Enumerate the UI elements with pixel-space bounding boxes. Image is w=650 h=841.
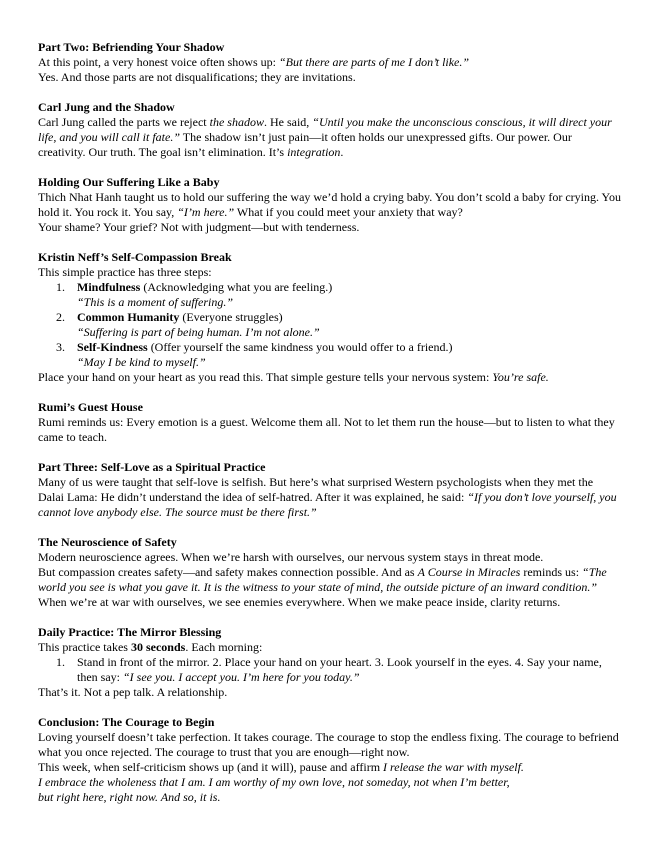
step-title: Common Humanity: [77, 310, 180, 324]
paragraph: [38, 190, 622, 220]
step-quote: “This is a moment of suffering.”: [77, 295, 234, 309]
paragraph: [38, 115, 622, 160]
paragraph: This simple practice has three steps:: [38, 265, 212, 279]
text: The shadow isn’t just pain—it often holds our unexpressed gifts. Our power. Our creativity. Our truth. The goal isn’t elimination. It’s: [38, 130, 572, 159]
paragraph: That’s it. Not a pep talk. A relationship.: [38, 685, 228, 699]
section-part-two: [38, 40, 622, 85]
text: .: [340, 145, 344, 159]
step-title: Self-Kindness: [77, 340, 148, 354]
section-heading: Part Three: Self-Love as a Spiritual Practice: [38, 460, 266, 474]
duration: 30 seconds: [130, 640, 186, 654]
section-neff: [38, 250, 622, 385]
step-desc: (Acknowledging what you are feeling.): [140, 280, 333, 294]
affirmation-line: [38, 790, 622, 805]
quote: “But there are parts of me I don’t like.”: [278, 55, 470, 69]
list-item: [38, 340, 622, 370]
list-number: 3 .: [56, 340, 65, 355]
book-title: A Course in Miracles: [417, 565, 521, 579]
text: Carl Jung called the parts we reject: [38, 115, 210, 129]
text: At this point, a very honest voice often shows up:: [38, 55, 279, 69]
paragraph: Yes. And those parts are not disqualifications; they are invitations.: [38, 70, 356, 84]
text: reminds us:: [520, 565, 583, 579]
paragraph: [38, 760, 622, 775]
text: This practice takes: [38, 640, 131, 654]
affirmation: I embrace the wholeness that I am. I am worthy of my own love, not someday, not when I’m better,: [38, 775, 510, 789]
document-page: [38, 40, 622, 805]
step-text: Stand in front of the mirror. 2. Place your hand on your heart. 3. Look yourself in the eyes. 4. Say your name, then say:: [77, 655, 602, 684]
affirmation: but right here, right now. And so, it is.: [38, 790, 221, 804]
quote: “The world you see is what you gave it. It is the witness to your state of mind, the outside picture of an inward condition.”: [38, 565, 607, 594]
paragraph: [38, 475, 622, 520]
paragraph: [38, 55, 622, 70]
affirmation-line: [38, 775, 622, 790]
list-item: [38, 655, 622, 685]
list-number: 1 .: [56, 655, 65, 670]
section-mirror: [38, 625, 622, 700]
text: Place your hand on your heart as you read this. That simple gesture tells your nervous system:: [38, 370, 493, 384]
emphasis: integration: [287, 145, 341, 159]
step-desc: (Everyone struggles): [179, 310, 283, 324]
list-number: 2 .: [56, 310, 65, 325]
section-conclusion: [38, 715, 622, 805]
quote: “I’m here.”: [177, 205, 235, 219]
step-quote: “I see you. I accept you. I’m here for you today.”: [123, 670, 360, 684]
section-heading: Carl Jung and the Shadow: [38, 100, 175, 114]
step-quote: “May I be kind to myself.”: [77, 355, 206, 369]
section-neuroscience: [38, 535, 622, 610]
section-suffering: [38, 175, 622, 235]
section-part-three: [38, 460, 622, 520]
text: . Each morning:: [185, 640, 263, 654]
text: But compassion creates safety—and safety makes connection possible. And as: [38, 565, 418, 579]
section-rumi: [38, 400, 622, 445]
step-title: Mindfulness: [77, 280, 141, 294]
text: What if you could meet your anxiety that way?: [234, 205, 463, 219]
step-desc: (Offer yourself the same kindness you would offer to a friend.): [147, 340, 453, 354]
quote: “If you don’t love yourself, you cannot love anybody else. The source must be there first.”: [38, 490, 617, 519]
list-item: [38, 310, 622, 340]
text: This week, when self-criticism shows up (and it will), pause and affirm: [38, 760, 384, 774]
section-heading: Holding Our Suffering Like a Baby: [38, 175, 220, 189]
quote: “Until you make the unconscious conscious, it will direct your life, and you will call it fate.”: [38, 115, 612, 144]
text: Thich Nhat Hanh taught us to hold our suffering the way we’d hold a crying baby. You don’t scold a baby for crying. You hold it. You rock it. You say,: [38, 190, 622, 219]
steps-list: [38, 655, 622, 685]
section-heading: Rumi’s Guest House: [38, 400, 143, 414]
quote: You’re safe.: [492, 370, 549, 384]
paragraph: Modern neuroscience agrees. When we’re harsh with ourselves, our nervous system stays in threat mode.: [38, 550, 544, 564]
paragraph: Rumi reminds us: Every emotion is a guest. Welcome them all. Not to let them run the house—but to listen to what they came to teach.: [38, 415, 615, 444]
section-heading: Part Two: Befriending Your Shadow: [38, 40, 225, 54]
text: When we’re at war with ourselves, we see enemies everywhere. When we make peace inside, clarity returns.: [38, 595, 561, 609]
section-heading: Conclusion: The Courage to Begin: [38, 715, 215, 729]
paragraph: Loving yourself doesn’t take perfection. It takes courage. The courage to stop the endless fixing. The courage to befriend what you once rejected. The courage to trust that you are enough—right now.: [38, 730, 619, 759]
step-quote: “Suffering is part of being human. I’m not alone.”: [77, 325, 320, 339]
paragraph: Your shame? Your grief? Not with judgment—but with tenderness.: [38, 220, 360, 234]
paragraph: [38, 640, 622, 655]
section-jung: [38, 100, 622, 160]
paragraph: [38, 370, 622, 385]
affirmation: I release the war with myself.: [383, 760, 524, 774]
steps-list: [38, 280, 622, 370]
text: Many of us were taught that self-love is selfish. But here’s what surprised Western psychologists when they met the Dalai Lama: He didn’t understand the idea of self-hatred. After it was explained, he said:: [38, 475, 594, 504]
emphasis: the shadow: [209, 115, 264, 129]
section-heading: The Neuroscience of Safety: [38, 535, 177, 549]
text: . He said,: [263, 115, 313, 129]
section-heading: Kristin Neff’s Self-Compassion Break: [38, 250, 232, 264]
section-heading: Daily Practice: The Mirror Blessing: [38, 625, 222, 639]
paragraph: [38, 565, 622, 610]
list-number: 1 .: [56, 280, 65, 295]
list-item: [38, 280, 622, 310]
